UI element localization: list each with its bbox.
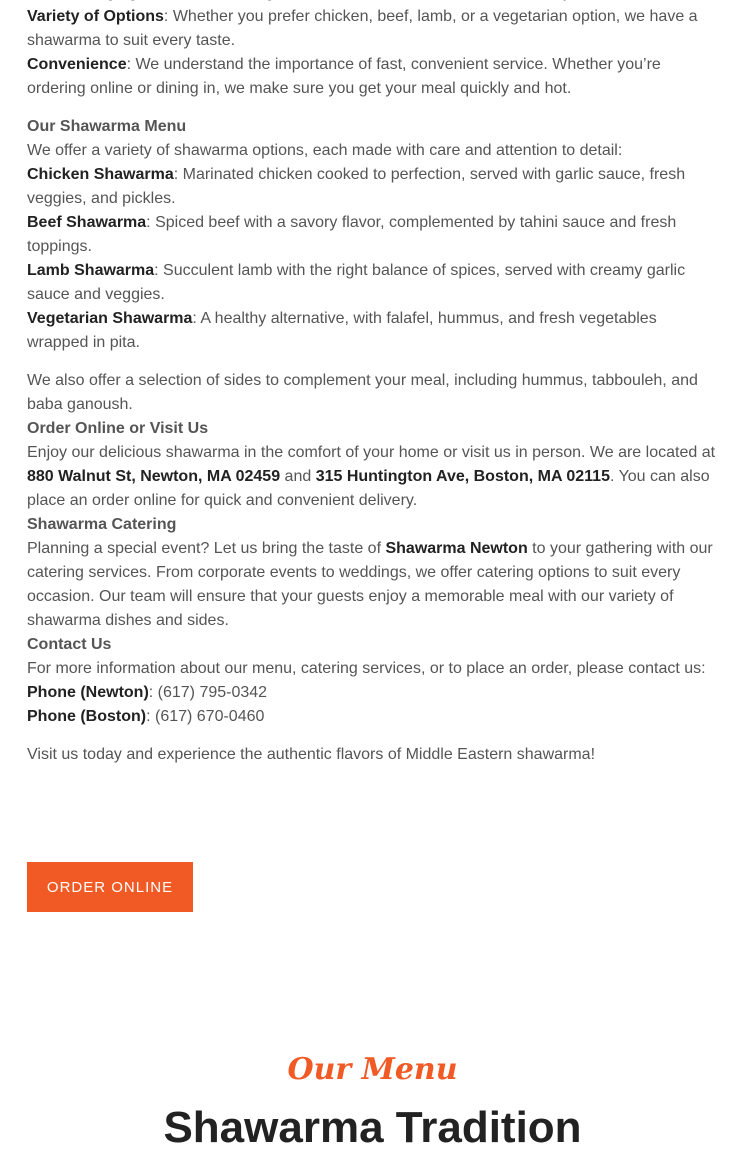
- brand-name: Shawarma Newton: [385, 540, 528, 557]
- menu-item-label: Lamb Shawarma: [27, 262, 155, 279]
- address-boston: 315 Huntington Ave, Boston, MA 02115: [315, 468, 610, 485]
- menu-item-lamb: [27, 259, 719, 307]
- phone-value[interactable]: : (617) 670-0460: [146, 708, 265, 725]
- menu-item-label: Vegetarian Shawarma: [27, 310, 193, 327]
- menu-item-vegetarian: [27, 307, 719, 355]
- menu-item-chicken: [27, 163, 719, 211]
- order-text-before: Enjoy our delicious shawarma in the comfort of your home or visit us in person. We are located at: [27, 444, 716, 461]
- menu-item-text: : Spiced beef with a savory flavor, complemented by tahini sauce and fresh toppings.: [27, 214, 677, 255]
- catering-text-before: Planning a special event? Let us bring the taste of: [27, 540, 386, 557]
- menu-item-text: : Succulent lamb with the right balance of spices, served with creamy garlic sauce and veggies.: [27, 262, 686, 303]
- menu-item-label: Beef Shawarma: [27, 214, 147, 231]
- feature-label: Variety of Options: [27, 8, 164, 25]
- phone-boston: [27, 705, 719, 729]
- phone-value[interactable]: : (617) 795-0342: [148, 684, 268, 701]
- feature-convenience: [27, 53, 719, 101]
- menu-intro: We offer a variety of shawarma options, each made with care and attention to detail:: [27, 142, 623, 159]
- menu-heading: Our Shawarma Menu: [27, 118, 187, 135]
- order-and: and: [280, 468, 316, 485]
- order-text: [27, 441, 719, 513]
- menu-item-text: : Marinated chicken cooked to perfection, served with garlic sauce, fresh veggies, and pickles.: [27, 166, 686, 207]
- article-body: [27, 0, 719, 767]
- contact-heading: Contact Us: [27, 636, 112, 653]
- feature-variety: [27, 5, 719, 53]
- sides-text: We also offer a selection of sides to complement your meal, including hummus, tabbouleh, and baba ganoush.: [27, 372, 698, 413]
- phone-newton: [27, 681, 719, 705]
- phone-label: Phone (Newton): [27, 684, 149, 701]
- feature-text: : We understand the importance of fast, convenient service. Whether you’re ordering online or dining in, we make sure you get your meal quickly and hot.: [27, 56, 661, 97]
- menu-item-text: : A healthy alternative, with falafel, hummus, and fresh vegetables wrapped in pita.: [27, 310, 657, 351]
- address-newton: 880 Walnut St, Newton, MA 02459: [27, 468, 281, 485]
- order-text-after: . You can also place an order online for quick and convenient delivery.: [27, 468, 710, 509]
- menu-item-label: Chicken Shawarma: [27, 166, 174, 183]
- contact-intro: For more information about our menu, catering services, or to place an order, please contact us:: [27, 660, 706, 677]
- catering-heading: Shawarma Catering: [27, 516, 177, 533]
- menu-section-title: Shawarma Tradition: [163, 1103, 582, 1152]
- feature-text: : Whether you prefer chicken, beef, lamb, or a vegetarian option, we have a shawarma to suit every taste.: [27, 8, 698, 49]
- catering-text-after: to your gathering with our catering services. From corporate events to weddings, we offer catering options to suit every occasion. Our team will ensure that your guests enjoy a memorable meal with our variety of shawarma dishes and sides.: [27, 540, 713, 629]
- closing-text: Visit us today and experience the authentic flavors of Middle Eastern shawarma!: [27, 746, 596, 763]
- feature-label: Convenience: [27, 56, 127, 73]
- menu-script-title: Our Menu: [287, 1052, 458, 1087]
- catering-text: [27, 537, 719, 633]
- menu-item-beef: [27, 211, 719, 259]
- phone-label: Phone (Boston): [27, 708, 147, 725]
- order-online-button[interactable]: ORDER ONLINE: [27, 862, 193, 912]
- order-heading: Order Online or Visit Us: [27, 420, 209, 437]
